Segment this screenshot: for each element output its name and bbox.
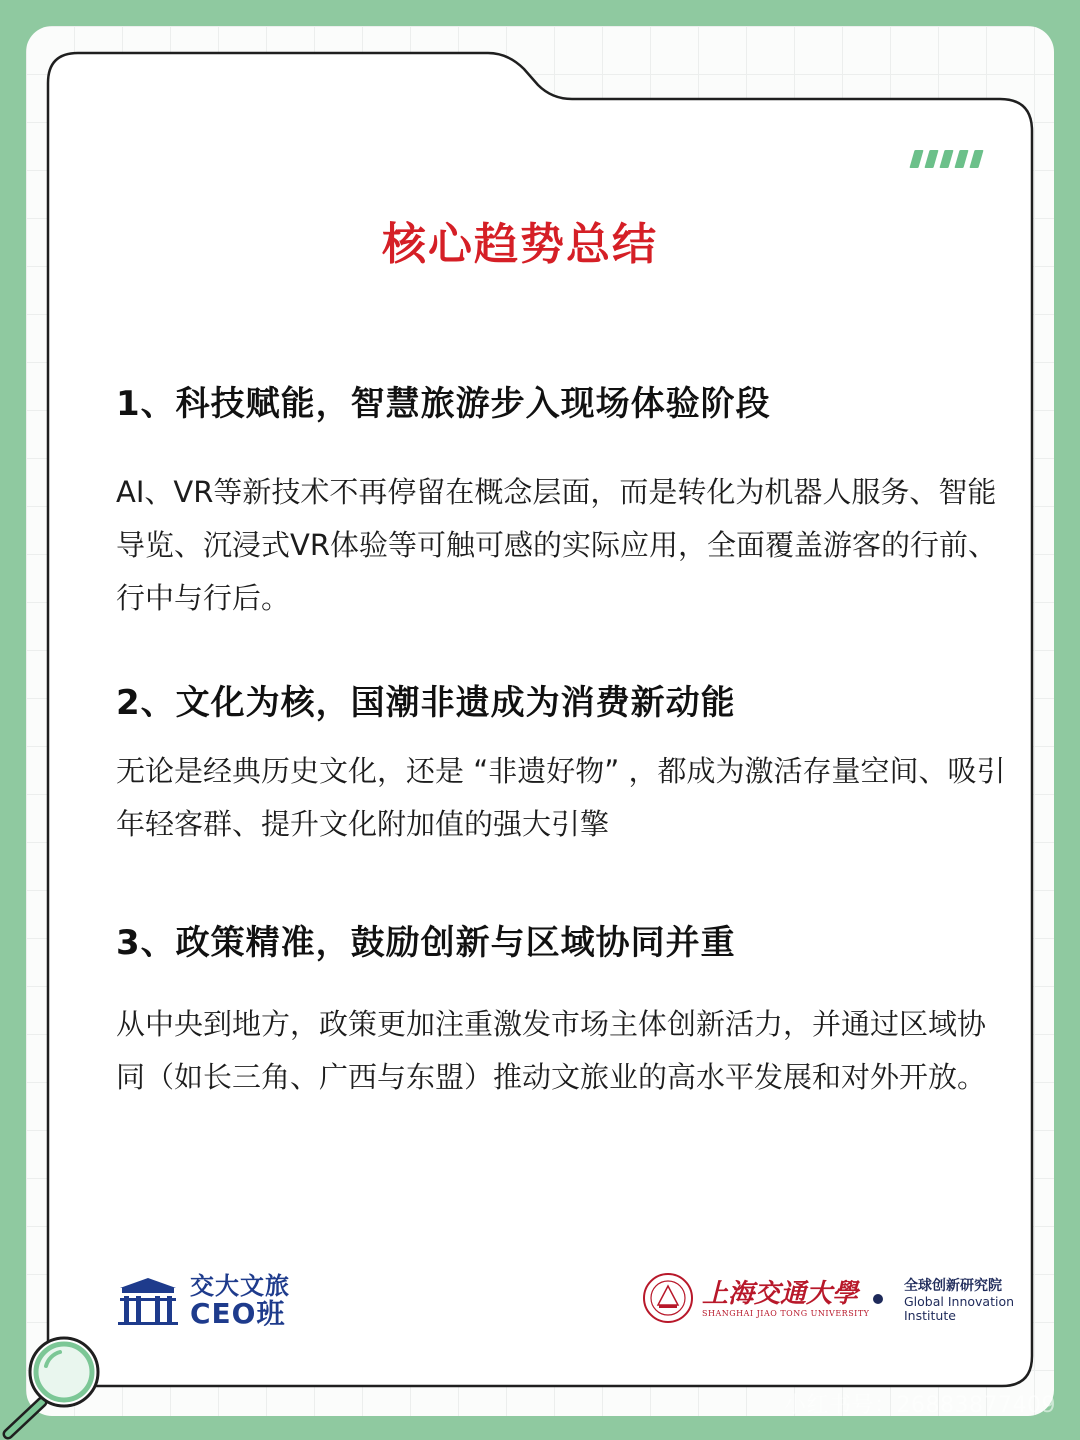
sjtu-logo [642,1272,869,1324]
sjtu-name-cn: 上海交通大學 [702,1278,859,1309]
gii-name-cn: 全球创新研究院 [904,1278,1002,1294]
gii-emblem-icon [856,1275,898,1323]
gate-icon [116,1274,180,1326]
logo-line2: CEO班 [190,1297,286,1330]
section-1-body: AI、VR等新技术不再停留在概念层面，而是转化为机器人服务、智能导览、沉浸式VR体验等可触可感的实际应用，全面覆盖游客的行前、行中与行后。 [116,475,997,615]
magnifier-icon [0,1330,110,1440]
decorative-stripes [912,150,981,168]
section-1-heading: 1、科技赋能，智慧旅游步入现场体验阶段 [116,384,771,424]
section-2-heading: 2、文化为核，国潮非遗成为消费新动能 [116,683,736,723]
gii-name-en-2: Institute [904,1308,956,1323]
gii-name-en-1: Global Innovation [904,1294,1015,1309]
jiaoda-ceo-logo [116,1272,290,1328]
logo-line1: 交大文旅 [190,1272,290,1300]
page-title: 核心趋势总结 [382,219,658,270]
section-2-body: 无论是经典历史文化，还是 “非遗好物” ，都成为激活存量空间、吸引年轻客群、提升文化附加值的强大引擎 [116,754,1006,841]
sjtu-name-en: SHANGHAI JIAO TONG UNIVERSITY [702,1308,870,1318]
section-3-body: 从中央到地方，政策更加注重激发市场主体创新活力，并通过区域协同（如长三角、广西与东盟）推动文旅业的高水平发展和对外开放。 [116,1007,987,1094]
watermark: 小红书号：26883877409 [784,1393,1056,1418]
sjtu-seal-icon [642,1272,694,1324]
gii-logo [856,1275,1014,1323]
section-3-heading: 3、政策精准，鼓励创新与区域协同并重 [116,923,736,963]
